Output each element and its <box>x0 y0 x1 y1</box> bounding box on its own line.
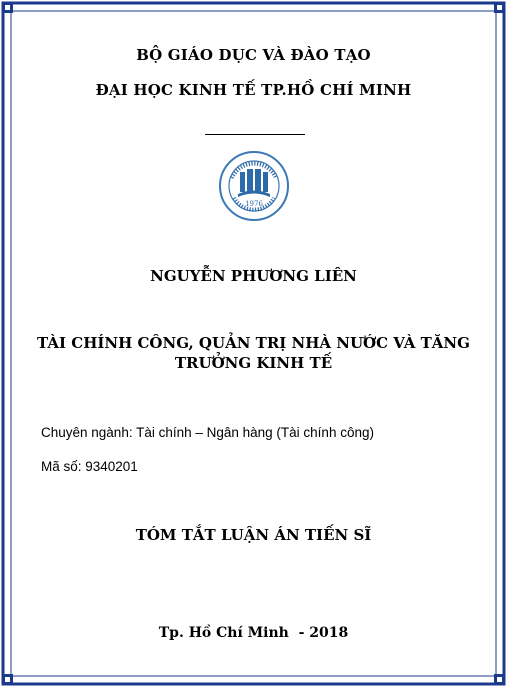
ministry-name: BỘ GIÁO DỤC VÀ ĐÀO TẠO <box>136 46 371 64</box>
thesis-title <box>0 333 507 373</box>
place-and-year: Tp. Hồ Chí Minh - 2018 <box>158 625 349 641</box>
university-seal-icon <box>218 150 290 222</box>
thesis-title-line-1: TÀI CHÍNH CÔNG, QUẢN TRỊ NHÀ NƯỚC VÀ TĂNG <box>37 334 470 352</box>
author-name: NGUYỄN PHƯƠNG LIÊN <box>150 267 357 285</box>
thesis-title-line-2: TRƯỞNG KINH TẾ <box>174 354 333 372</box>
major-field: Chuyên ngành: Tài chính – Ngân hàng (Tài chính công) <box>41 425 374 440</box>
document-type: TÓM TẮT LUẬN ÁN TIẾN SĨ <box>135 526 372 544</box>
seal-year: 1976 <box>245 200 263 208</box>
divider-line <box>205 134 305 135</box>
university-name: ĐẠI HỌC KINH TẾ TP.HỒ CHÍ MINH <box>95 81 412 99</box>
major-code: Mã số: 9340201 <box>41 459 138 474</box>
